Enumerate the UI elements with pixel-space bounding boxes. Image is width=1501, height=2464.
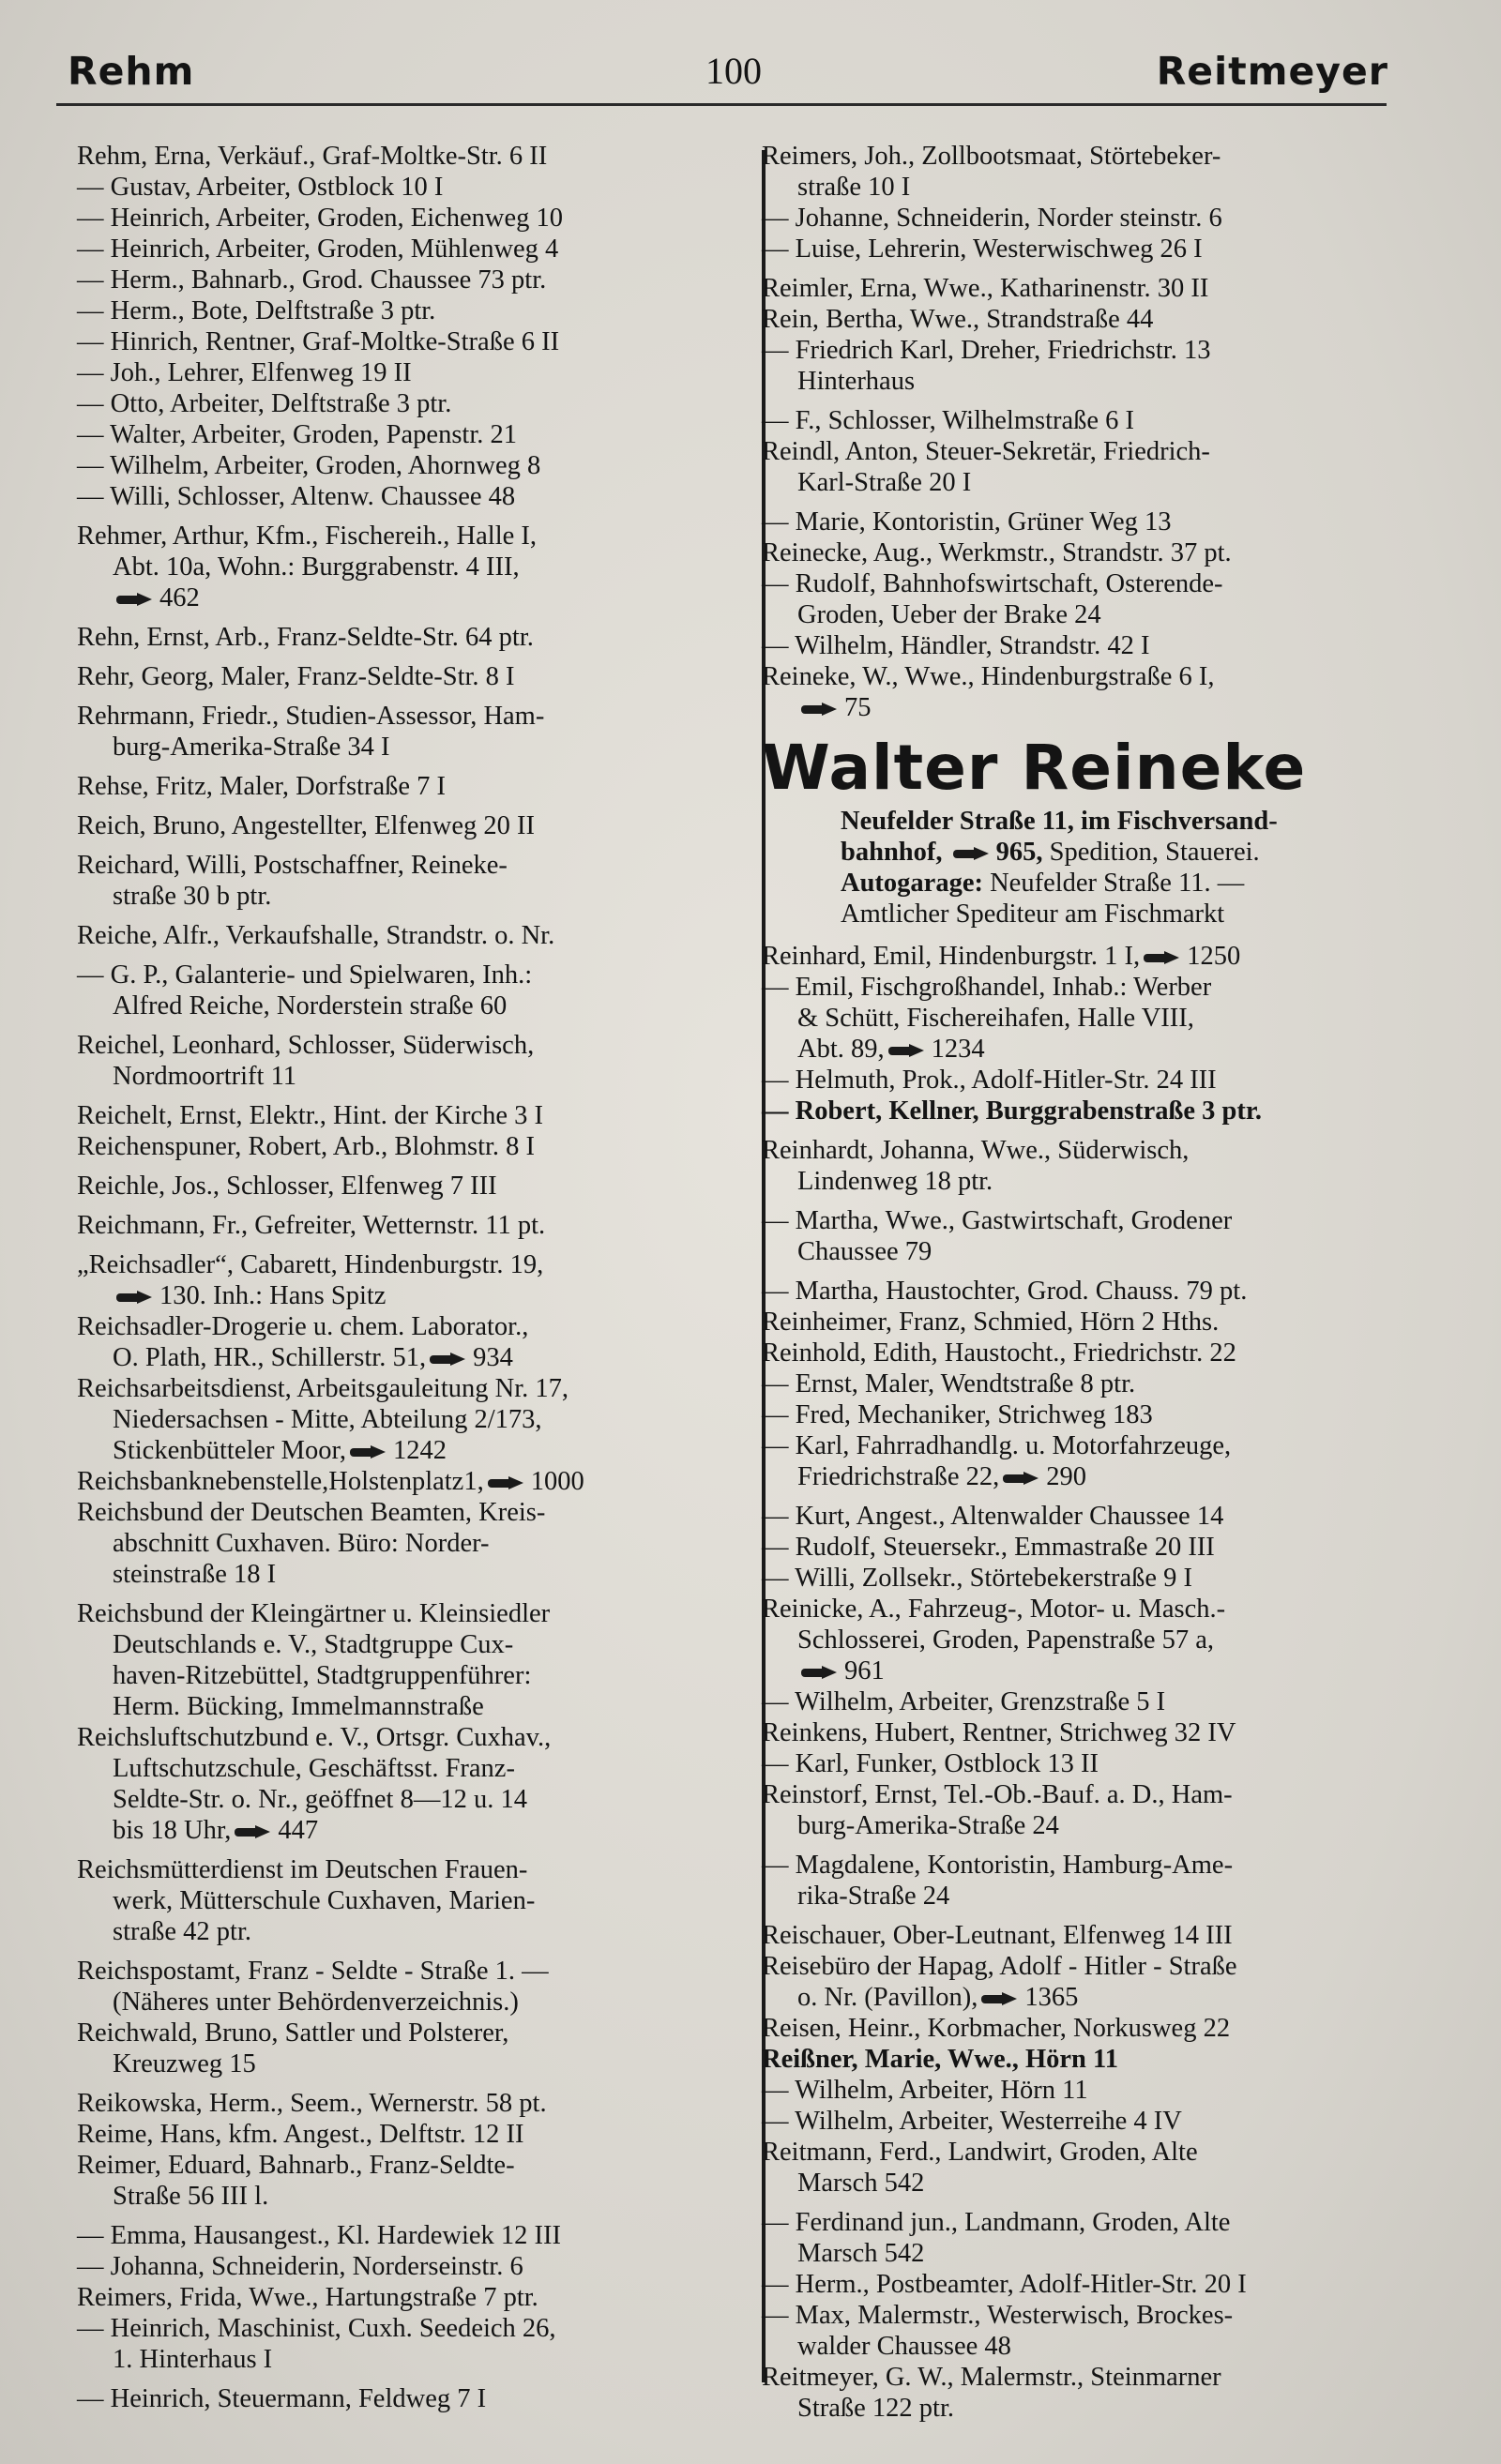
ad-line-2-bold: bahnhof, <box>841 838 943 867</box>
telephone-number: 1000 <box>530 1467 584 1496</box>
directory-entry: — Heinrich, Arbeiter, Groden, Eichenweg 10 <box>77 204 564 233</box>
directory-entry: Reichmann, Fr., Gefreiter, Wetternstr. 11 pt. <box>77 1211 546 1240</box>
directory-entry: Karl-Straße 20 I <box>797 468 972 497</box>
directory-entry: Reinkens, Hubert, Rentner, Strichweg 32 IV <box>762 1718 1236 1747</box>
directory-entry: Reichelt, Ernst, Elektr., Hint. der Kirche 3 I <box>77 1101 544 1130</box>
directory-entry: rika-Straße 24 <box>797 1882 950 1911</box>
telephone-number: 447 <box>278 1816 319 1845</box>
ad-title: Walter Reineke <box>762 732 1307 804</box>
ad-line-3 <box>762 868 1433 899</box>
directory-entry <box>77 1435 745 1466</box>
directory-entry: Chaussee 79 <box>797 1237 932 1266</box>
directory-entry: — Wilhelm, Arbeiter, Hörn 11 <box>762 2076 1088 2105</box>
directory-entry: Reichsarbeitsdienst, Arbeitsgauleitung Nr. 17, <box>77 1374 569 1403</box>
directory-entry: — Herm., Bote, Delftstraße 3 ptr. <box>77 296 436 325</box>
directory-entry <box>762 1655 1433 1686</box>
directory-entry <box>762 1982 1433 2013</box>
directory-entry: straße 10 I <box>797 173 911 202</box>
directory-entry: Reitmeyer, G. W., Malermstr., Steinmarner <box>762 2363 1221 2392</box>
telephone-number: 934 <box>473 1343 513 1372</box>
directory-entry: Reichsbund der Deutschen Beamten, Kreis- <box>77 1498 546 1527</box>
directory-entry: — Martha, Wwe., Gastwirtschaft, Grodener <box>762 1206 1233 1235</box>
directory-entry: Reinheimer, Franz, Schmied, Hörn 2 Hths. <box>762 1308 1220 1337</box>
telephone-icon <box>350 1445 389 1459</box>
entry-text-before-phone: Friedrichstraße 22, <box>797 1462 1000 1491</box>
directory-entry: Reichard, Willi, Postschaffner, Reineke- <box>77 851 508 880</box>
directory-entry: Reisebüro der Hapag, Adolf - Hitler - Straße <box>762 1952 1237 1981</box>
directory-entry: Reichsadler-Drogerie u. chem. Laborator., <box>77 1312 529 1341</box>
directory-entry: Reimler, Erna, Wwe., Katharinenstr. 30 II <box>762 274 1209 303</box>
ad-line-3-rest: Neufelder Straße 11. — <box>990 869 1245 898</box>
directory-entry: & Schütt, Fischereihafen, Halle VIII, <box>797 1004 1194 1033</box>
directory-entry: werk, Mütterschule Cuxhaven, Marien- <box>113 1886 536 1915</box>
directory-entry: Alfred Reiche, Norderstein straße 60 <box>113 991 508 1020</box>
directory-entry: Reiche, Alfr., Verkaufshalle, Strandstr. o. Nr. <box>77 921 555 950</box>
directory-entry: Hinterhaus <box>797 367 916 396</box>
directory-entry: — Johanne, Schneiderin, Norder steinstr. 6 <box>762 204 1222 233</box>
directory-entry: Reindl, Anton, Steuer-Sekretär, Friedrich- <box>762 437 1210 466</box>
directory-entry: Reichspostamt, Franz - Seldte - Straße 1. — <box>77 1957 549 1986</box>
directory-entry: Nordmoortrift 11 <box>113 1062 297 1091</box>
right-column-top <box>762 141 1433 723</box>
directory-entry: Niedersachsen - Mitte, Abteilung 2/173, <box>113 1405 542 1434</box>
telephone-number: 1365 <box>1024 1983 1079 2012</box>
entry-text: 75 <box>844 693 872 722</box>
telephone-icon <box>1144 951 1183 964</box>
directory-entry: — Herm., Postbeamter, Adolf-Hitler-Str. 20 I <box>762 2270 1247 2299</box>
header-left-keyword: Rehm <box>68 49 195 94</box>
telephone-number: 1234 <box>931 1035 985 1064</box>
directory-entry: — Marie, Kontoristin, Grüner Weg 13 <box>762 507 1172 537</box>
directory-entry: Rehm, Erna, Verkäuf., Graf-Moltke-Str. 6 II <box>77 142 548 171</box>
directory-entry: Lindenweg 18 ptr. <box>797 1167 993 1196</box>
directory-entry: (Näheres unter Behördenverzeichnis.) <box>113 1988 519 2017</box>
directory-entry <box>762 941 1433 972</box>
telephone-icon <box>953 847 993 860</box>
directory-entry: Luftschutzschule, Geschäftsst. Franz- <box>113 1754 515 1783</box>
directory-entry: Reineke, W., Wwe., Hindenburgstraße 6 I, <box>762 662 1215 691</box>
directory-entry: Rehr, Georg, Maler, Franz-Seldte-Str. 8 I <box>77 662 515 691</box>
directory-entry: Abt. 10a, Wohn.: Burggrabenstr. 4 III, <box>113 552 520 582</box>
directory-entry: — Rudolf, Steuersekr., Emmastraße 20 III <box>762 1533 1215 1562</box>
directory-entry: Reichel, Leonhard, Schlosser, Süderwisch, <box>77 1031 535 1060</box>
directory-entry: Schlosserei, Groden, Papenstraße 57 a, <box>797 1625 1215 1655</box>
directory-entry: Marsch 542 <box>797 2169 925 2198</box>
directory-entry: — Emil, Fischgroßhandel, Inhab.: Werber <box>762 973 1212 1002</box>
telephone-icon <box>801 703 841 716</box>
directory-entry: — Rudolf, Bahnhofswirtschaft, Osterende- <box>762 569 1223 598</box>
telephone-icon <box>1003 1472 1042 1485</box>
page-number: 100 <box>705 50 762 92</box>
directory-entry: — Willi, Schlosser, Altenw. Chaussee 48 <box>77 482 516 511</box>
directory-entry: Reimer, Eduard, Bahnarb., Franz-Seldte- <box>77 2151 515 2180</box>
telephone-icon <box>116 593 156 606</box>
entry-text-before-phone: bis 18 Uhr, <box>113 1816 232 1845</box>
directory-entry: — Johanna, Schneiderin, Norderseinstr. 6 <box>77 2252 523 2281</box>
telephone-icon <box>888 1044 928 1057</box>
header-rule <box>56 103 1387 106</box>
directory-entry: Straße 56 III l. <box>113 2182 269 2211</box>
directory-entry: — Herm., Bahnarb., Grod. Chaussee 73 ptr. <box>77 265 547 295</box>
directory-entry: Reichsmütterdienst im Deutschen Frauen- <box>77 1855 528 1884</box>
directory-entry: — Joh., Lehrer, Elfenweg 19 II <box>77 358 412 387</box>
entry-text-before-phone: Stickenbütteler Moor, <box>113 1436 346 1465</box>
directory-entry: — Helmuth, Prok., Adolf-Hitler-Str. 24 III <box>762 1066 1217 1095</box>
entry-text: 961 <box>844 1656 885 1685</box>
directory-entry: — F., Schlosser, Wilhelmstraße 6 I <box>762 406 1135 435</box>
header-right-keyword: Reitmeyer <box>1156 49 1388 94</box>
directory-entry: — Karl, Funker, Ostblock 13 II <box>762 1749 1099 1778</box>
directory-entry: — Wilhelm, Arbeiter, Westerreihe 4 IV <box>762 2107 1182 2136</box>
directory-entry: Reime, Hans, kfm. Angest., Delftstr. 12 II <box>77 2120 524 2149</box>
directory-entry: — Friedrich Karl, Dreher, Friedrichstr. 13 <box>762 336 1211 365</box>
directory-entry: burg-Amerika-Straße 34 I <box>113 733 390 762</box>
directory-entry: Rehrmann, Friedr., Studien-Assessor, Ham- <box>77 702 545 731</box>
directory-entry: walder Chaussee 48 <box>797 2332 1011 2361</box>
directory-entry <box>762 692 1433 723</box>
entry-text-before-phone: o. Nr. (Pavillon), <box>797 1983 978 2012</box>
directory-entry: Reichsluftschutzbund e. V., Ortsgr. Cuxhav., <box>77 1723 552 1752</box>
directory-entry: straße 42 ptr. <box>113 1917 252 1946</box>
directory-entry: Reichle, Jos., Schlosser, Elfenweg 7 III <box>77 1172 497 1201</box>
telephone-icon <box>116 1291 156 1304</box>
telephone-number: 1242 <box>392 1436 447 1465</box>
directory-entry: — Hinrich, Rentner, Graf-Moltke-Straße 6 II <box>77 327 560 356</box>
directory-entry: Reißner, Marie, Wwe., Hörn 11 <box>762 2045 1118 2074</box>
directory-entry: Reischauer, Ober-Leutnant, Elfenweg 14 III <box>762 1921 1233 1950</box>
directory-entry: — Kurt, Angest., Altenwalder Chaussee 14 <box>762 1502 1224 1531</box>
ad-line-2 <box>762 837 1433 868</box>
directory-entry: burg-Amerika-Straße 24 <box>797 1811 1059 1840</box>
directory-entry: Kreuzweg 15 <box>113 2049 256 2079</box>
telephone-number: 1250 <box>1187 942 1241 971</box>
directory-entry: — Fred, Mechaniker, Strichweg 183 <box>762 1400 1153 1429</box>
directory-entry <box>762 1461 1433 1492</box>
directory-entry: Reisen, Heinr., Korbmacher, Norkusweg 22 <box>762 2014 1231 2043</box>
directory-entry: — Wilhelm, Händler, Strandstr. 42 I <box>762 631 1150 660</box>
directory-entry: — G. P., Galanterie- und Spielwaren, Inh.: <box>77 960 533 990</box>
directory-entry: Reichenspuner, Robert, Arb., Blohmstr. 8 I <box>77 1132 536 1161</box>
ad-line-4: Amtlicher Spediteur am Fischmarkt <box>841 899 1225 929</box>
directory-entry: — Gustav, Arbeiter, Ostblock 10 I <box>77 173 444 202</box>
directory-entry: Herm. Bücking, Immelmannstraße <box>113 1692 484 1721</box>
directory-entry: haven-Ritzebüttel, Stadtgruppenführer: <box>113 1661 532 1690</box>
directory-entry <box>77 1815 745 1846</box>
directory-entry: — Ferdinand jun., Landmann, Groden, Alte <box>762 2208 1231 2237</box>
entry-text: 130. Inh.: Hans Spitz <box>159 1281 387 1310</box>
directory-entry: — Magdalene, Kontoristin, Hamburg-Ame- <box>762 1851 1234 1880</box>
directory-entry: — Wilhelm, Arbeiter, Grenzstraße 5 I <box>762 1687 1166 1716</box>
directory-entry <box>77 1280 745 1311</box>
entry-text-before-phone: Reichsbanknebenstelle,Holstenplatz1, <box>77 1467 484 1496</box>
directory-entry: — Walter, Arbeiter, Groden, Papenstr. 21 <box>77 420 517 449</box>
directory-entry: — Robert, Kellner, Burggrabenstraße 3 ptr. <box>762 1096 1263 1126</box>
directory-entry: — Max, Malermstr., Westerwisch, Brockes- <box>762 2301 1234 2330</box>
directory-entry: straße 30 b ptr. <box>113 882 272 911</box>
directory-entry: — Otto, Arbeiter, Delftstraße 3 ptr. <box>77 389 452 418</box>
directory-entry: — Ernst, Maler, Wendtstraße 8 ptr. <box>762 1369 1136 1398</box>
telephone-icon <box>801 1666 841 1679</box>
entry-text-before-phone: Abt. 89, <box>797 1035 885 1064</box>
ad-line-3-bold: Autogarage: <box>841 869 983 898</box>
directory-entry: Rehn, Ernst, Arb., Franz-Seldte-Str. 64 ptr. <box>77 623 534 652</box>
telephone-icon <box>488 1476 527 1489</box>
directory-entry: Reinstorf, Ernst, Tel.-Ob.-Bauf. a. D., Ham- <box>762 1780 1233 1809</box>
directory-entry: Reichsbund der Kleingärtner u. Kleinsiedler <box>77 1599 551 1628</box>
left-column <box>77 141 745 2414</box>
directory-entry: „Reichsadler“, Cabarett, Hindenburgstr. 19, <box>77 1250 544 1279</box>
right-column-bottom <box>762 941 1433 2424</box>
directory-entry: Reichwald, Bruno, Sattler und Polsterer, <box>77 2018 509 2048</box>
advertisement-walter-reineke <box>762 731 1433 930</box>
ad-line-1: Neufelder Straße 11, im Fischversand- <box>841 807 1278 836</box>
directory-entry: Reinhold, Edith, Haustocht., Friedrichstr. 22 <box>762 1338 1236 1368</box>
directory-entry: — Heinrich, Maschinist, Cuxh. Seedeich 26, <box>77 2314 556 2343</box>
directory-entry <box>762 1034 1433 1065</box>
telephone-icon <box>235 1825 274 1838</box>
directory-entry: — Martha, Haustochter, Grod. Chauss. 79 pt. <box>762 1277 1248 1306</box>
telephone-number: 290 <box>1046 1462 1087 1491</box>
directory-entry: Groden, Ueber der Brake 24 <box>797 600 1101 629</box>
directory-entry: Straße 122 ptr. <box>797 2394 955 2423</box>
telephone-icon <box>981 1992 1021 2005</box>
directory-entry: Rehmer, Arthur, Kfm., Fischereih., Halle I, <box>77 522 538 551</box>
directory-entry: — Wilhelm, Arbeiter, Groden, Ahornweg 8 <box>77 451 541 480</box>
directory-entry: Marsch 542 <box>797 2239 925 2268</box>
entry-text-before-phone: Reinhard, Emil, Hindenburgstr. 1 I, <box>762 942 1141 971</box>
directory-entry: 1. Hinterhaus I <box>113 2345 273 2374</box>
directory-entry: — Emma, Hausangest., Kl. Hardewiek 12 III <box>77 2221 562 2250</box>
directory-entry: Reimers, Frida, Wwe., Hartungstraße 7 ptr. <box>77 2283 538 2312</box>
directory-entry: Reimers, Joh., Zollbootsmaat, Störtebeker- <box>762 142 1221 171</box>
ad-line-2-rest: Spedition, Stauerei. <box>1049 838 1260 867</box>
entry-text: 462 <box>159 583 200 612</box>
directory-entry: Deutschlands e. V., Stadtgruppe Cux- <box>113 1630 514 1659</box>
directory-entry: steinstraße 18 I <box>113 1560 277 1589</box>
directory-entry: — Willi, Zollsekr., Störtebekerstraße 9 I <box>762 1564 1192 1593</box>
directory-entry: Rehse, Fritz, Maler, Dorfstraße 7 I <box>77 772 446 801</box>
directory-entry <box>77 1466 745 1497</box>
directory-entry: — Heinrich, Arbeiter, Groden, Mühlenweg 4 <box>77 234 559 264</box>
telephone-icon <box>430 1353 469 1366</box>
directory-entry: — Heinrich, Steuermann, Feldweg 7 I <box>77 2384 487 2413</box>
directory-entry: Reitmann, Ferd., Landwirt, Groden, Alte <box>762 2138 1198 2167</box>
entry-text-before-phone: O. Plath, HR., Schillerstr. 51, <box>113 1343 427 1372</box>
directory-entry <box>77 582 745 613</box>
directory-entry: abschnitt Cuxhaven. Büro: Norder- <box>113 1529 490 1558</box>
directory-entry: Reinhardt, Johanna, Wwe., Süderwisch, <box>762 1136 1190 1165</box>
directory-entry: Reich, Bruno, Angestellter, Elfenweg 20 II <box>77 811 535 840</box>
directory-entry: Seldte-Str. o. Nr., geöffnet 8—12 u. 14 <box>113 1785 527 1814</box>
right-column <box>762 141 1433 2424</box>
directory-entry: — Karl, Fahrradhandlg. u. Motorfahrzeuge, <box>762 1431 1232 1460</box>
directory-entry: — Luise, Lehrerin, Westerwischweg 26 I <box>762 234 1203 264</box>
directory-entry: Reinicke, A., Fahrzeug-, Motor- u. Masch.- <box>762 1595 1226 1624</box>
ad-line-2-phone: 965, <box>995 838 1043 867</box>
directory-entry: Rein, Bertha, Wwe., Strandstraße 44 <box>762 305 1154 334</box>
directory-entry: Reinecke, Aug., Werkmstr., Strandstr. 37 pt. <box>762 538 1232 567</box>
directory-entry: Reikowska, Herm., Seem., Wernerstr. 58 pt. <box>77 2089 547 2118</box>
directory-entry <box>77 1342 745 1373</box>
